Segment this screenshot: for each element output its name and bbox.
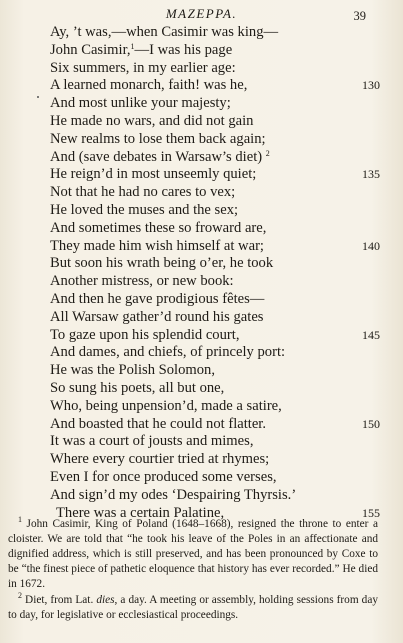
poem-line-text [50, 60, 236, 76]
poem-line [50, 273, 380, 291]
line-number: 150 [362, 416, 380, 431]
poem-line-text [50, 24, 278, 40]
poem-line-text [50, 202, 238, 218]
poem-line [50, 184, 380, 202]
text-run: And dames, and chiefs, of princely port: [50, 344, 286, 361]
text-run: And most unlike your majesty; [50, 95, 231, 112]
text-run: But soon his wrath being o’er, he took [50, 255, 274, 272]
poem-line [50, 255, 380, 273]
poem-line [50, 202, 380, 220]
poem-line-text [50, 327, 239, 343]
poem-line-text [50, 220, 266, 236]
text-run: John Casimir, [50, 41, 131, 58]
footnote [8, 593, 378, 623]
footnote-marker: 2 [18, 591, 22, 600]
text-run: Who, being unpension’d, made a satire, [50, 397, 282, 414]
poem-text [50, 24, 380, 522]
text-run: And sometimes these so froward are, [50, 219, 267, 236]
poem-line-text [50, 291, 264, 307]
text-run: He was the Polish Solomon, [50, 362, 215, 379]
text-run: New realms to lose them back again; [50, 130, 266, 147]
text-run: He reign’d in most unseemly quiet; [50, 166, 257, 183]
poem-line [50, 60, 380, 78]
poem-line [50, 291, 380, 309]
text-run: Not that he had no cares to vex; [50, 184, 236, 201]
line-number: 130 [362, 78, 380, 93]
page-number: 39 [353, 9, 366, 23]
text-run: Six summers, in my earlier age: [50, 59, 236, 76]
poem-line-text [50, 149, 270, 165]
poem-line [50, 220, 380, 238]
text-run: He made no wars, and did not gain [50, 112, 254, 129]
text-run: John Casimir, King of Poland (1648–1668), resigned the throne to enter a cloister. We are told that “he took his leave of the Poles in an affectionate and dignified address, which is still preserved, and has been pronounced by Coxe to be “the finest piece of pathetic eloquence that history has ever recorded.” He died in 1672. [8, 518, 378, 590]
poem-line-text [50, 166, 256, 182]
text-run: They made him wish himself at war; [50, 237, 264, 254]
text-run: He loved the muses and the sex; [50, 201, 239, 218]
text-run: , a day. A meeting or assembly, holding sessions from day to day, for legislative or ecclesiastical proceedings. [8, 594, 378, 621]
poem-line-text [50, 362, 215, 378]
text-run: Even I for once produced some verses, [50, 468, 277, 485]
poem-line-text [50, 398, 282, 414]
poem-line [50, 131, 380, 149]
poem-line [50, 77, 380, 95]
poem-line [50, 113, 380, 131]
poem-line [50, 416, 380, 434]
text-run: It was a court of jousts and mimes, [50, 433, 254, 450]
poem-line [50, 362, 380, 380]
text-run: And (save debates in Warsaw’s diet) [50, 148, 266, 165]
text-run: All Warsaw gather’d round his gates [50, 308, 264, 325]
poem-line [50, 469, 380, 487]
footnote-marker: 1 [130, 41, 135, 51]
text-run: And boasted that he could not flatter. [50, 415, 267, 432]
poem-line [50, 451, 380, 469]
poem-line [50, 344, 380, 362]
poem-line [50, 166, 380, 184]
poem-line-text [50, 238, 264, 254]
poem-line-text [50, 433, 253, 449]
poem-line [50, 24, 380, 42]
poem-line-text [50, 273, 234, 289]
poem-line-text [50, 131, 266, 147]
text-run: Diet, from Lat. [22, 594, 97, 606]
poem-line-text [50, 77, 247, 93]
running-head: MAZEPPA. [165, 6, 238, 21]
poem-line [50, 238, 380, 256]
text-run: And then he gave prodigious fêtes— [50, 290, 265, 307]
poem-line-text [50, 451, 269, 467]
poem-line-text [50, 380, 224, 396]
poem-line-text [50, 184, 235, 200]
poem-line-text [50, 42, 232, 58]
poem-line [50, 309, 380, 327]
line-number: 155 [362, 505, 380, 520]
text-run: To gaze upon his splendid court, [50, 326, 240, 343]
text-run: —I was his page [134, 41, 233, 58]
poem-line-text [50, 255, 273, 271]
poem-line-text [50, 309, 264, 325]
text-run: Another mistress, or new book: [50, 273, 234, 290]
footnote-marker: 2 [265, 148, 270, 158]
poem-line-text [50, 469, 277, 485]
ink-speck [37, 96, 39, 98]
poem-line-text [50, 487, 296, 503]
poem-line [50, 327, 380, 345]
text-run: Where every courtier tried at rhymes; [50, 451, 270, 468]
footnote-marker: 1 [18, 515, 22, 524]
poem-line-text [50, 113, 253, 129]
text-run: A learned monarch, faith! was he, [50, 77, 248, 94]
line-number: 135 [362, 167, 380, 182]
footnotes [8, 517, 378, 624]
line-number: 140 [362, 238, 380, 253]
text-run: And sign’d my odes ‘Despairing Thyrsis.’ [50, 486, 297, 503]
poem-line [50, 42, 380, 60]
poem-line-text [50, 95, 231, 111]
poem-line [50, 487, 380, 505]
italic-term: dies [96, 594, 115, 606]
poem-line [50, 398, 380, 416]
text-run: So sung his poets, all but one, [50, 379, 225, 396]
text-run: There was a certain Palatine, [56, 504, 225, 521]
poem-line [50, 149, 380, 167]
poem-line [50, 380, 380, 398]
poem-line [50, 433, 380, 451]
poem-line [50, 95, 380, 113]
poem-line-text [50, 344, 285, 360]
text-run: Ay, ’t was,—when Casimir was king— [50, 24, 279, 40]
line-number: 145 [362, 327, 380, 342]
footnote [8, 517, 378, 592]
poem-line-text [50, 416, 266, 432]
